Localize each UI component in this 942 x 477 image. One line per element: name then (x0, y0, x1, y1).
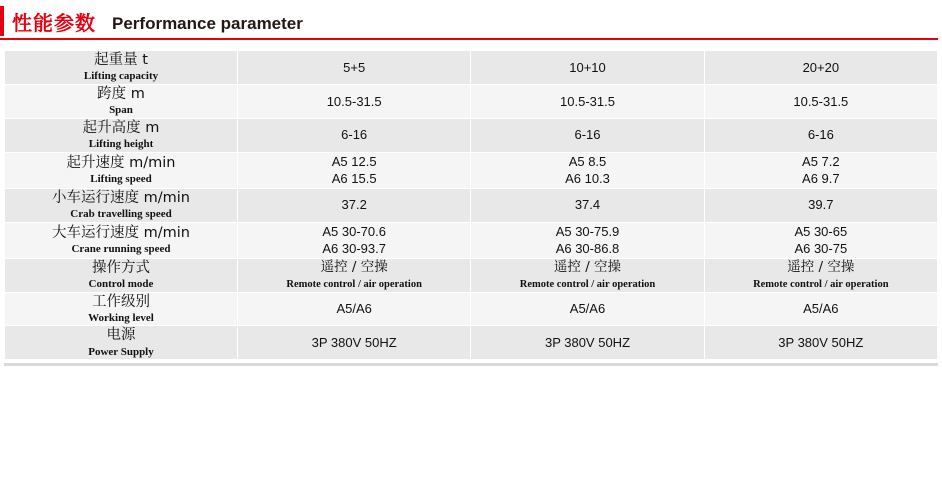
table-row (5, 292, 938, 326)
value-line: 10.5-31.5 (326, 93, 382, 109)
value-line: A6 9.7 (802, 171, 840, 187)
value-line: 10.5-31.5 (793, 93, 849, 109)
section-title-en: Performance parameter (112, 13, 303, 33)
table-row (5, 188, 938, 222)
value-line: 10+10 (569, 59, 606, 75)
row-value-cell (238, 258, 471, 292)
value-line: 6-16 (574, 127, 601, 143)
row-value-cell (238, 152, 471, 188)
table-row (5, 118, 938, 152)
row-value-cell (238, 118, 471, 152)
row-value-cell (704, 84, 937, 118)
row-value-cell (238, 326, 471, 360)
row-value-cell (704, 152, 937, 188)
row-label-en: Lifting height (88, 137, 154, 150)
row-label-cell (5, 292, 238, 326)
row-label-cell (5, 84, 238, 118)
row-value-cell (471, 84, 704, 118)
row-value-cell (238, 188, 471, 222)
row-label-en: Working level (88, 311, 154, 324)
row-value-cell (471, 326, 704, 360)
value-line: 3P 380V 50HZ (311, 335, 397, 351)
row-label-en: Crab travelling speed (70, 207, 172, 220)
value-line: 37.4 (574, 197, 601, 213)
section-header (0, 6, 942, 40)
table-row (5, 51, 938, 85)
row-label-cell (5, 326, 238, 360)
header-underline (0, 38, 938, 40)
row-value-cell (704, 326, 937, 360)
value-line-cn: 遥控 / 空操 (553, 259, 622, 276)
row-value-cell (704, 118, 937, 152)
table-bottom-rule (4, 363, 938, 366)
value-line: 3P 380V 50HZ (778, 335, 864, 351)
row-label-en: Span (109, 104, 133, 116)
performance-parameter-table (4, 50, 938, 360)
value-line: A5 30-70.6 (322, 223, 386, 239)
row-label-en: Control mode (88, 277, 154, 290)
value-line-en: Remote control / air operation (519, 278, 656, 290)
row-value-cell (704, 188, 937, 222)
value-line-cn: 遥控 / 空操 (320, 259, 388, 276)
value-line: A6 15.5 (331, 171, 377, 187)
value-line: A6 30-75 (794, 241, 848, 257)
row-label-cell (5, 222, 238, 258)
row-label-cell (5, 258, 238, 292)
row-value-cell (471, 152, 704, 188)
value-line-en: Remote control / air operation (753, 278, 889, 290)
row-label-en: Crane running speed (71, 242, 171, 255)
table-row (5, 258, 938, 292)
table-body (5, 51, 938, 360)
value-line-en: Remote control / air operation (286, 278, 422, 290)
spec-sheet-page (0, 6, 942, 477)
value-line: 39.7 (808, 197, 834, 213)
value-line: 6-16 (341, 127, 368, 143)
row-label-en: Lifting speed (90, 172, 152, 185)
row-label-en: Power Supply (88, 345, 154, 358)
value-line: A5/A6 (336, 301, 372, 317)
row-label-cn: 工作级别 (92, 293, 150, 310)
table-row (5, 326, 938, 360)
row-label-cn: 电源 (106, 327, 136, 344)
row-label-cell (5, 188, 238, 222)
value-line: A6 30-93.7 (322, 241, 386, 257)
row-value-cell (238, 51, 471, 85)
row-value-cell (471, 188, 704, 222)
row-value-cell (471, 222, 704, 258)
row-label-cn: 起升速度 m/min (66, 154, 176, 171)
row-label-en: Lifting capacity (83, 70, 159, 83)
value-line: A5/A6 (569, 301, 606, 317)
value-line: A5 30-75.9 (555, 223, 620, 239)
row-value-cell (471, 118, 704, 152)
value-line: A5 8.5 (568, 153, 607, 169)
row-value-cell (471, 258, 704, 292)
row-label-cn: 跨度 m (97, 85, 145, 102)
row-value-cell (238, 222, 471, 258)
value-line: A5 7.2 (802, 153, 840, 169)
value-line: A5 12.5 (331, 153, 377, 169)
row-value-cell (471, 292, 704, 326)
value-line: A5 30-65 (794, 223, 848, 239)
section-title-cn: 性能参数 (12, 11, 96, 35)
row-label-cn: 大车运行速度 m/min (52, 224, 190, 241)
row-value-cell (704, 258, 937, 292)
value-line: 6-16 (807, 127, 834, 143)
header-accent-bar (0, 6, 4, 36)
row-value-cell (704, 51, 937, 85)
value-line: 20+20 (802, 59, 840, 75)
row-value-cell (471, 51, 704, 85)
row-label-cell (5, 51, 238, 85)
row-label-cell (5, 118, 238, 152)
row-value-cell (238, 84, 471, 118)
value-line: 10.5-31.5 (560, 93, 615, 109)
value-line: 5+5 (343, 59, 366, 75)
row-label-cn: 小车运行速度 m/min (52, 189, 190, 206)
value-line: A6 10.3 (565, 171, 610, 187)
row-value-cell (704, 222, 937, 258)
table-row (5, 222, 938, 258)
row-value-cell (238, 292, 471, 326)
value-line: 37.2 (341, 197, 367, 213)
row-label-cell (5, 152, 238, 188)
row-label-cn: 操作方式 (92, 259, 150, 276)
table-row (5, 84, 938, 118)
value-line-cn: 遥控 / 空操 (787, 259, 855, 276)
table-row (5, 152, 938, 188)
value-line: 3P 380V 50HZ (544, 335, 631, 351)
value-line: A6 30-86.8 (555, 241, 620, 257)
row-label-cn: 起重量 t (94, 52, 148, 68)
row-value-cell (704, 292, 937, 326)
value-line: A5/A6 (803, 301, 839, 317)
row-label-cn: 起升高度 m (82, 119, 160, 136)
